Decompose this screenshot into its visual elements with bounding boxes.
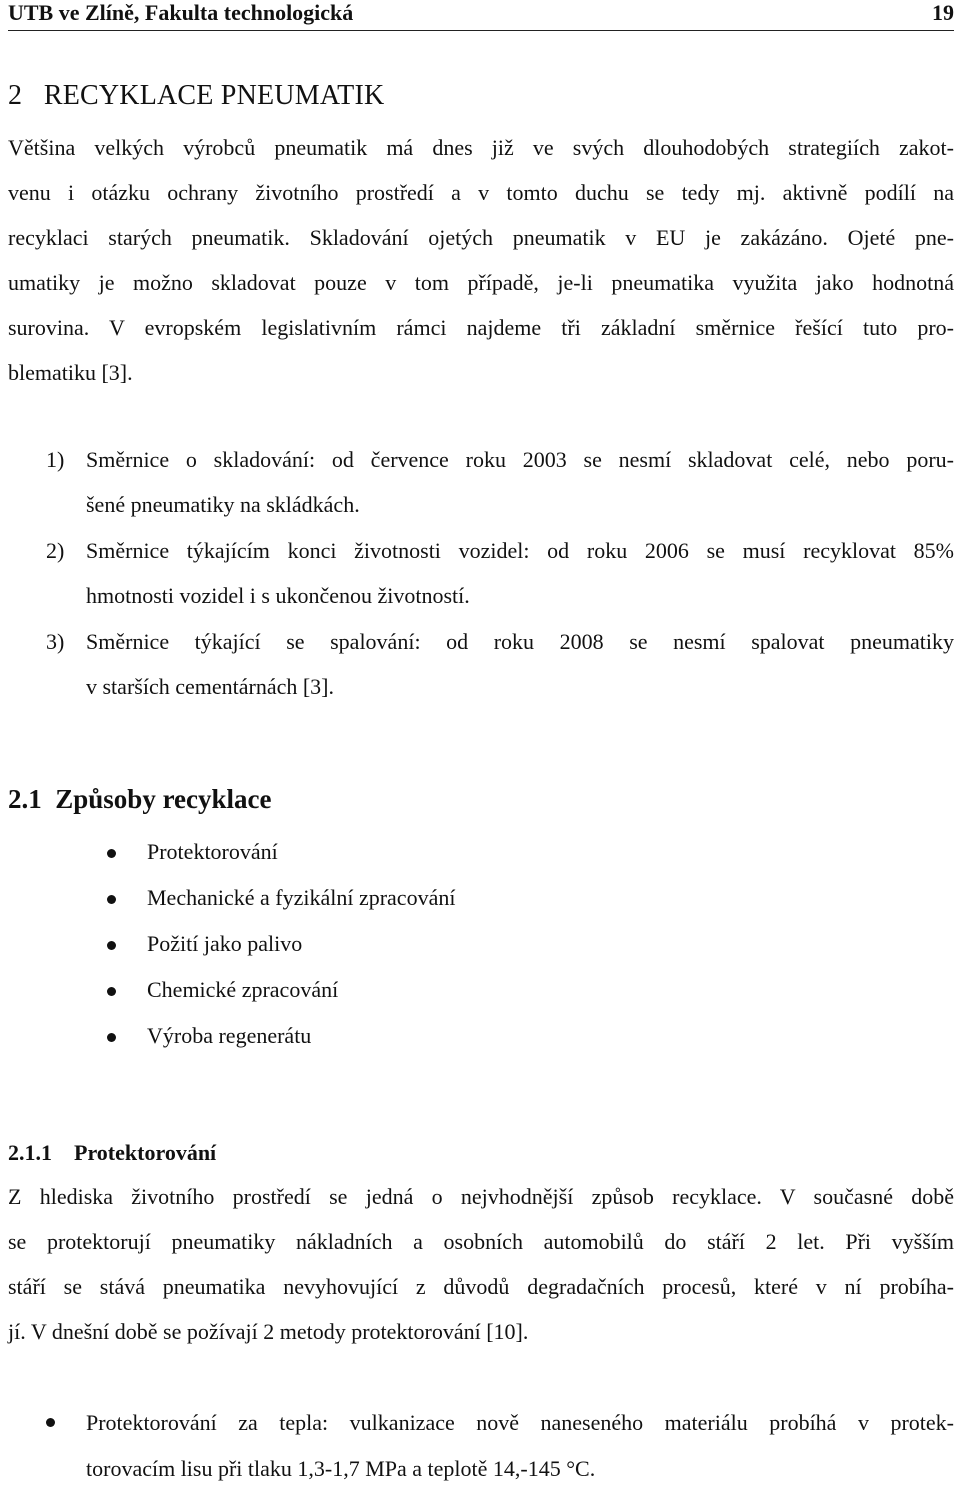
bullet-icon: [46, 1418, 55, 1427]
list-item-line: hmotnosti vozidel i s ukončenou životností.: [86, 583, 470, 608]
paragraph-line: se protektorují pneumatiky nákladních a osobních automobilů do stáří 2 let. Při vyšším: [8, 1229, 954, 1254]
header-title: UTB ve Zlíně, Fakulta technologická: [8, 0, 354, 25]
subsection-title: Protektorování: [74, 1140, 217, 1165]
page-header: [8, 0, 954, 31]
protektorovani-paragraph: [8, 1174, 954, 1354]
bullet-icon: [107, 849, 116, 858]
section-number: 2.1: [8, 784, 42, 814]
list-item-text: Chemické zpracování: [147, 977, 339, 1002]
list-item: [108, 875, 708, 921]
chapter-heading: [8, 80, 954, 112]
intro-line: umatiky je možno skladovat pouze v tom případě, je-li pneumatika využita jako hodnotná: [8, 270, 954, 295]
list-item: [108, 967, 708, 1013]
directives-list: [46, 437, 954, 709]
recycling-methods-list: [108, 829, 708, 1059]
intro-line: blematiku [3].: [8, 360, 133, 385]
list-item-line: v starších cementárnách [3].: [86, 674, 334, 699]
list-item-line: torovacím lisu při tlaku 1,3-1,7 MPa a teplotě 14,-145 °C.: [86, 1456, 596, 1481]
list-item: [108, 921, 708, 967]
list-item: [46, 528, 954, 618]
list-item-text: Protektorování: [147, 839, 278, 864]
intro-line: surovina. V evropském legislativním rámci najdeme tři základní směrnice řešící tuto pro-: [8, 315, 954, 340]
list-item-text: Požití jako palivo: [147, 931, 303, 956]
intro-line: Většina velkých výrobců pneumatik má dnes již ve svých dlouhodobých strategiích zakot-: [8, 135, 954, 160]
list-item-line: Směrnice týkajícím konci životnosti vozidel: od roku 2006 se musí recyklovat 85%: [86, 538, 954, 563]
list-item-text: Mechanické a fyzikální zpracování: [147, 885, 456, 910]
list-item: [108, 829, 708, 875]
list-number: 3): [46, 629, 65, 654]
intro-line: recyklaci starých pneumatik. Skladování ojetých pneumatik v EU je zakázáno. Ojeté pne-: [8, 225, 954, 250]
list-item: [46, 1400, 954, 1492]
paragraph-line: stáří se stává pneumatika nevyhovující z důvodů degradačních procesů, které v ní probíha-: [8, 1274, 954, 1299]
subsection-number: 2.1.1: [8, 1140, 52, 1165]
list-item: [108, 1013, 708, 1059]
bullet-icon: [107, 895, 116, 904]
list-number: 1): [46, 447, 65, 472]
list-item: [46, 437, 954, 527]
subsection-heading: [8, 1140, 954, 1166]
chapter-number: 2: [8, 80, 23, 111]
intro-line: venu i otázku ochrany životního prostředí a v tomto duchu se tedy mj. aktivně podílí na: [8, 180, 954, 205]
list-item-text: Výroba regenerátu: [147, 1023, 312, 1048]
chapter-title: RECYKLACE PNEUMATIK: [43, 80, 385, 111]
bullet-icon: [107, 1033, 116, 1042]
section-title: Způsoby recyklace: [55, 784, 272, 814]
list-number: 2): [46, 538, 65, 563]
bullet-icon: [107, 941, 116, 950]
list-item-line: Směrnice týkající se spalování: od roku 2008 se nesmí spalovat pneumatiky: [86, 629, 954, 654]
intro-paragraph: [8, 125, 954, 395]
list-item-line: šené pneumatiky na skládkách.: [86, 492, 360, 517]
list-item-line: Protektorování za tepla: vulkanizace nově naneseného materiálu probíhá v protek-: [86, 1410, 954, 1435]
paragraph-line: jí. V dnešní době se požívají 2 metody protektorování [10].: [8, 1319, 529, 1344]
list-item: [46, 619, 954, 709]
section-heading: [8, 784, 954, 815]
bullet-icon: [107, 987, 116, 996]
list-item-line: Směrnice o skladování: od července roku 2003 se nesmí skladovat celé, nebo poru-: [86, 447, 954, 472]
page-number: 19: [932, 0, 954, 25]
paragraph-line: Z hlediska životního prostředí se jedná o nejvhodnější způsob recyklace. V současné době: [8, 1184, 954, 1209]
